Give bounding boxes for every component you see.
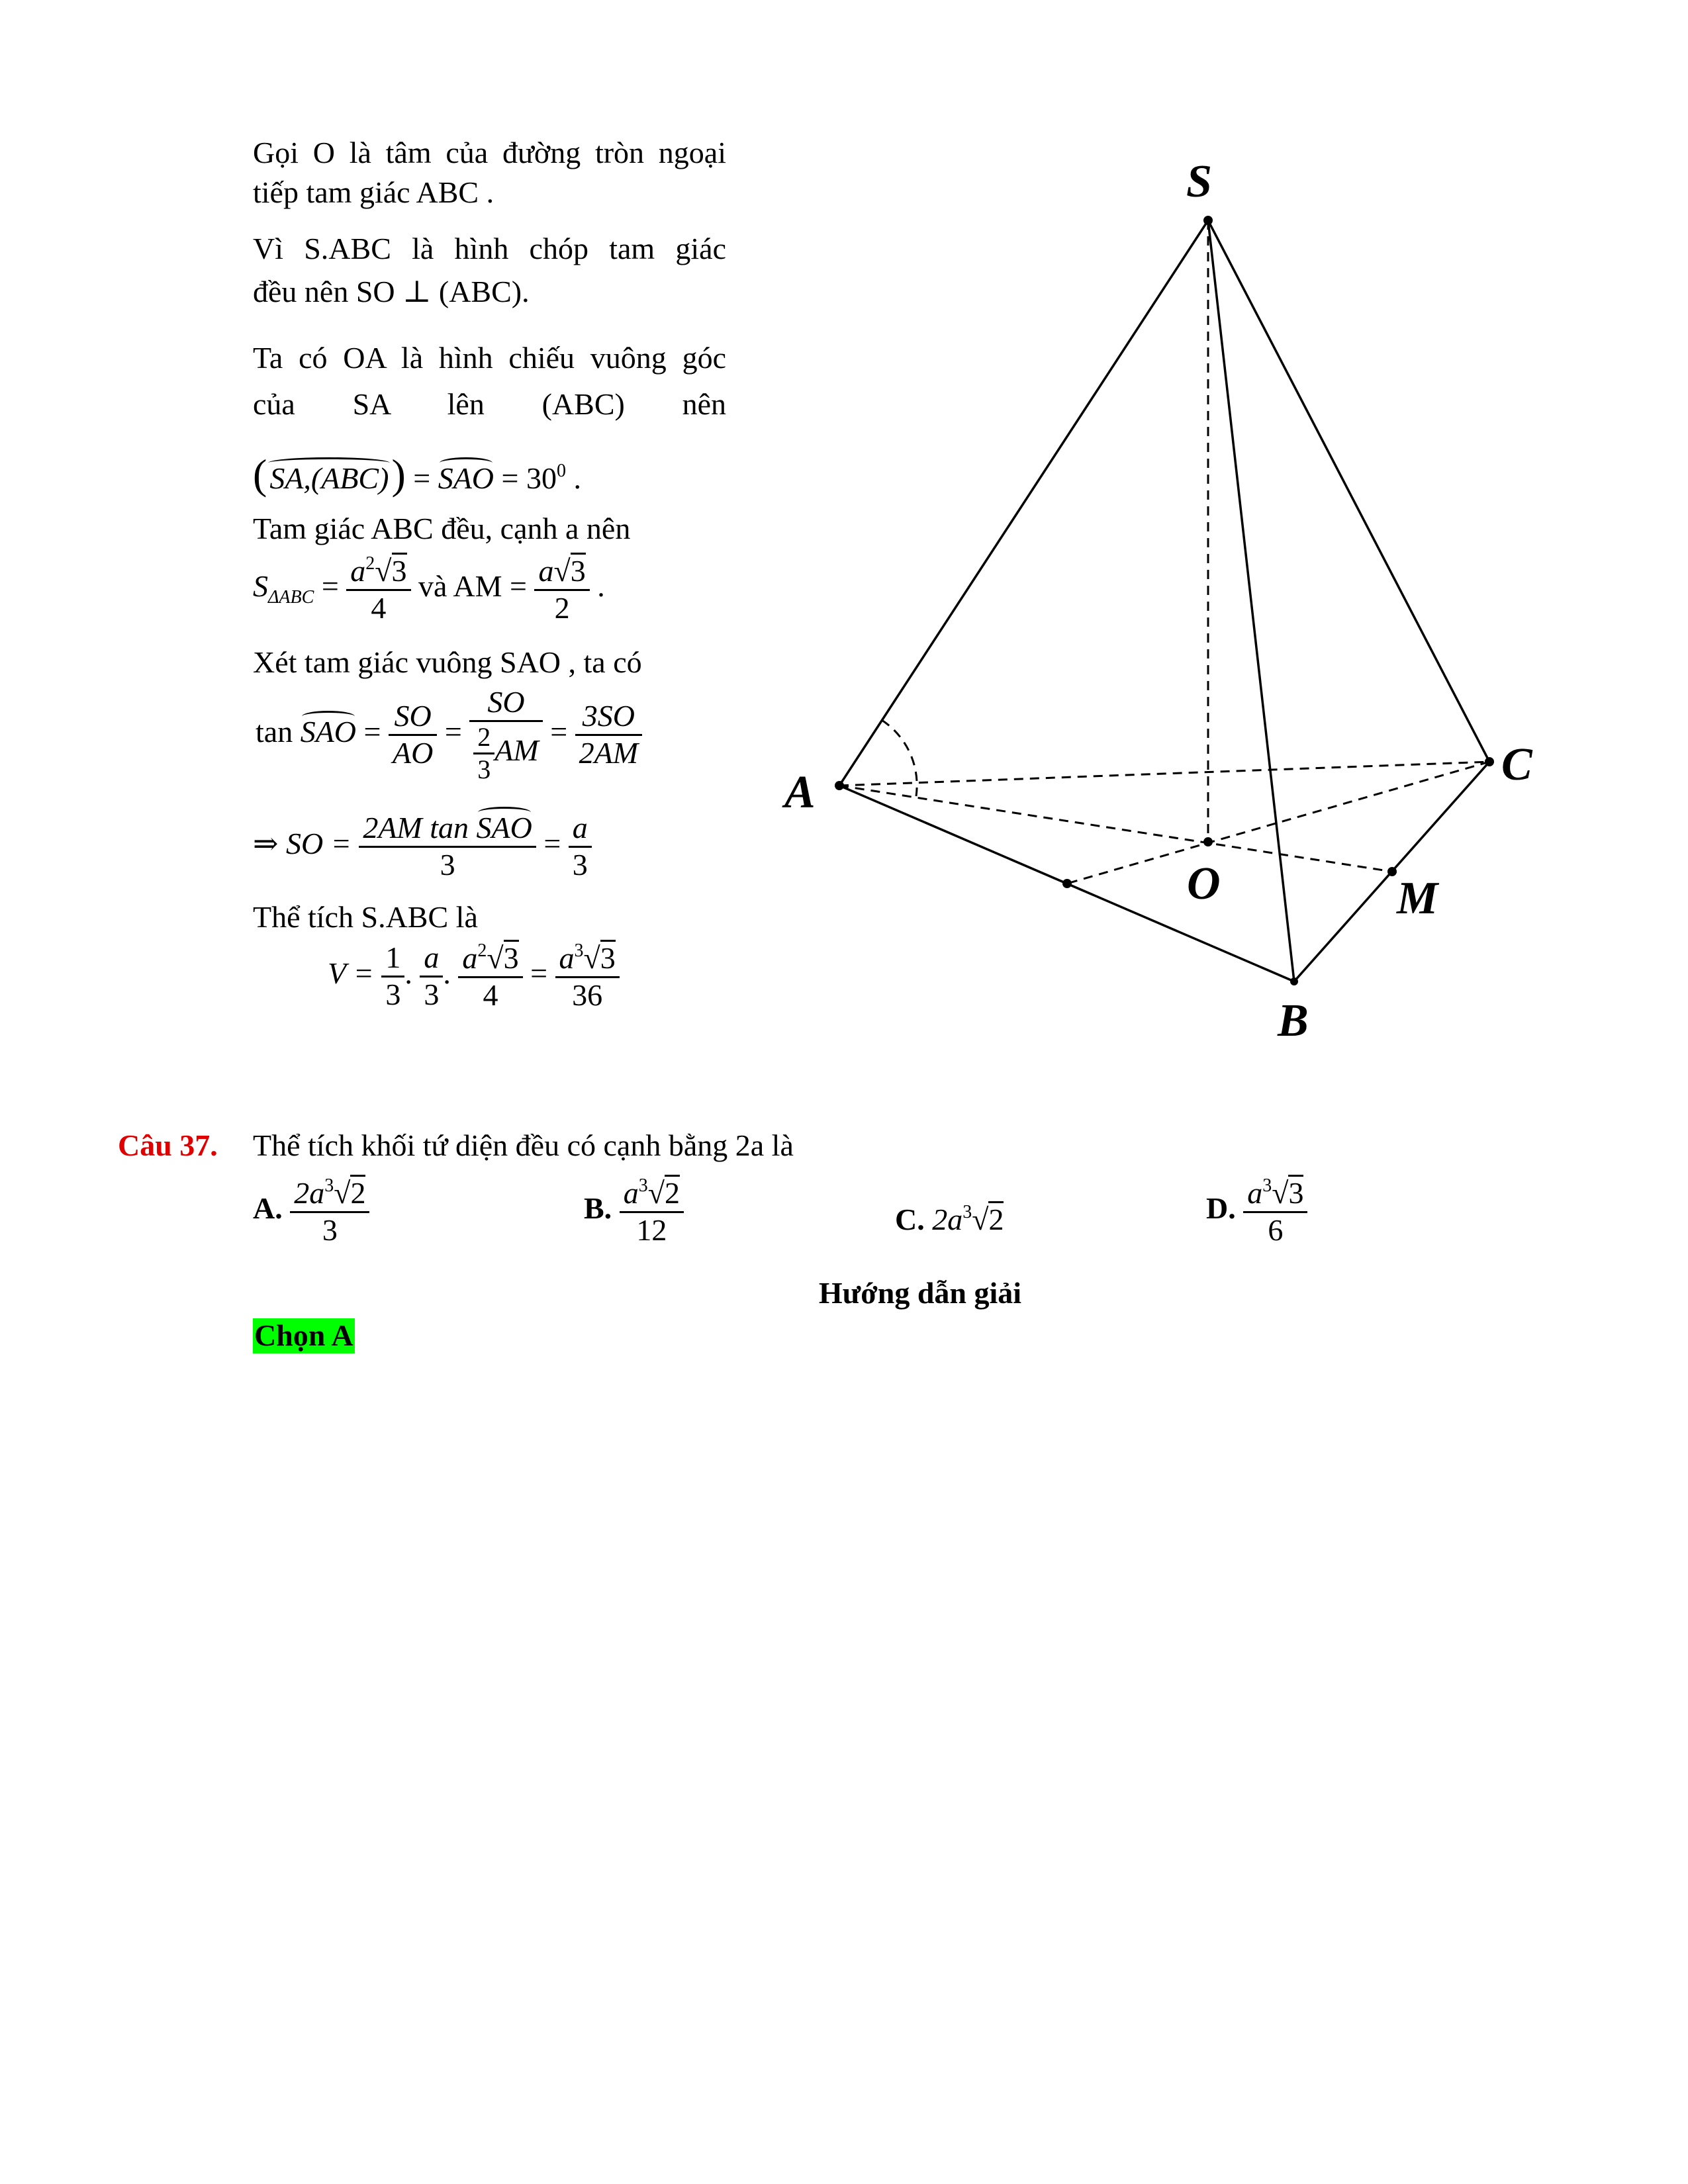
label-A: A [784,767,816,818]
answer-badge: Chọn A [254,1318,353,1352]
so-formula: ⇒ SO = $\frac{\text{2AM tan SAO}}{3}$ = $\frac{a}{3}$ [253,811,592,883]
solution-line-6: của SA lên (ABC) nên [253,387,726,421]
guide-title: Hướng dẫn giải [818,1276,1022,1310]
option-a[interactable]: A. $\frac{2a^3√2}{3}$ [253,1175,369,1248]
angle-equation: (SA,(ABC)) = SAO = $30^0$ . [253,451,581,498]
point-A [835,781,844,790]
label-M: M [1397,873,1438,924]
segment-AM [839,786,1392,872]
point-S [1203,216,1213,225]
point-O [1203,837,1213,846]
edge-AC [839,762,1489,786]
label-S: S [1186,156,1212,207]
angle-arc-SAO [882,720,917,796]
point-midpoint-AB [1062,879,1072,888]
edge-SC [1208,220,1489,762]
area-formula: $S_{\Delta ABC}$ = $\frac{a^2√3}{4}$ và AM = $\frac{a√3}{2}$ . [253,553,605,625]
label-C: C [1501,739,1532,790]
tan-formula: tan SAO = $\frac{SO}{AO}$ = SO $\frac{2}{3}$ AM = $\frac{3SO}{2AM}$ [256,685,642,785]
option-d[interactable]: D. $\frac{a^3√3}{6}$ [1206,1175,1307,1248]
point-B [1290,978,1298,985]
question-text: Thể tích khối tứ diện đều có cạnh bằng 2a là [253,1128,794,1162]
edge-SA [839,220,1208,786]
question-number: Câu 37. [118,1128,218,1162]
median-C [1067,762,1489,884]
edge-SB [1208,220,1294,981]
solution-line-1: Gọi O là tâm của đường tròn ngoại [253,136,726,169]
point-C [1485,757,1494,766]
solution-line-3: Vì S.ABC là hình chóp tam giác [253,232,726,265]
volume-formula: V = $\frac{1}{3}$ . $\frac{a}{3}$ . $\frac{a^2√3}{4}$ = $\frac{a^3√3}{36}$ [328,940,620,1013]
solution-line-5: Ta có OA là hình chiếu vuông góc [253,341,726,375]
solution-line-9: Xét tam giác vuông SAO , ta có [253,645,642,679]
solution-line-2: tiếp tam giác ABC . [253,175,494,209]
solution-line-10: Thể tích S.ABC là [253,900,478,934]
solution-line-8: Tam giác ABC đều, cạnh a nên [253,512,631,545]
point-M [1387,867,1397,876]
label-B: B [1278,995,1309,1046]
option-b[interactable]: B. $\frac{a^3√2}{12}$ [584,1175,684,1248]
option-c[interactable]: C. $2a^3√2$ [895,1202,1004,1236]
solution-line-4: đều nên SO ⊥ (ABC). [253,275,530,308]
label-O: O [1187,858,1221,909]
